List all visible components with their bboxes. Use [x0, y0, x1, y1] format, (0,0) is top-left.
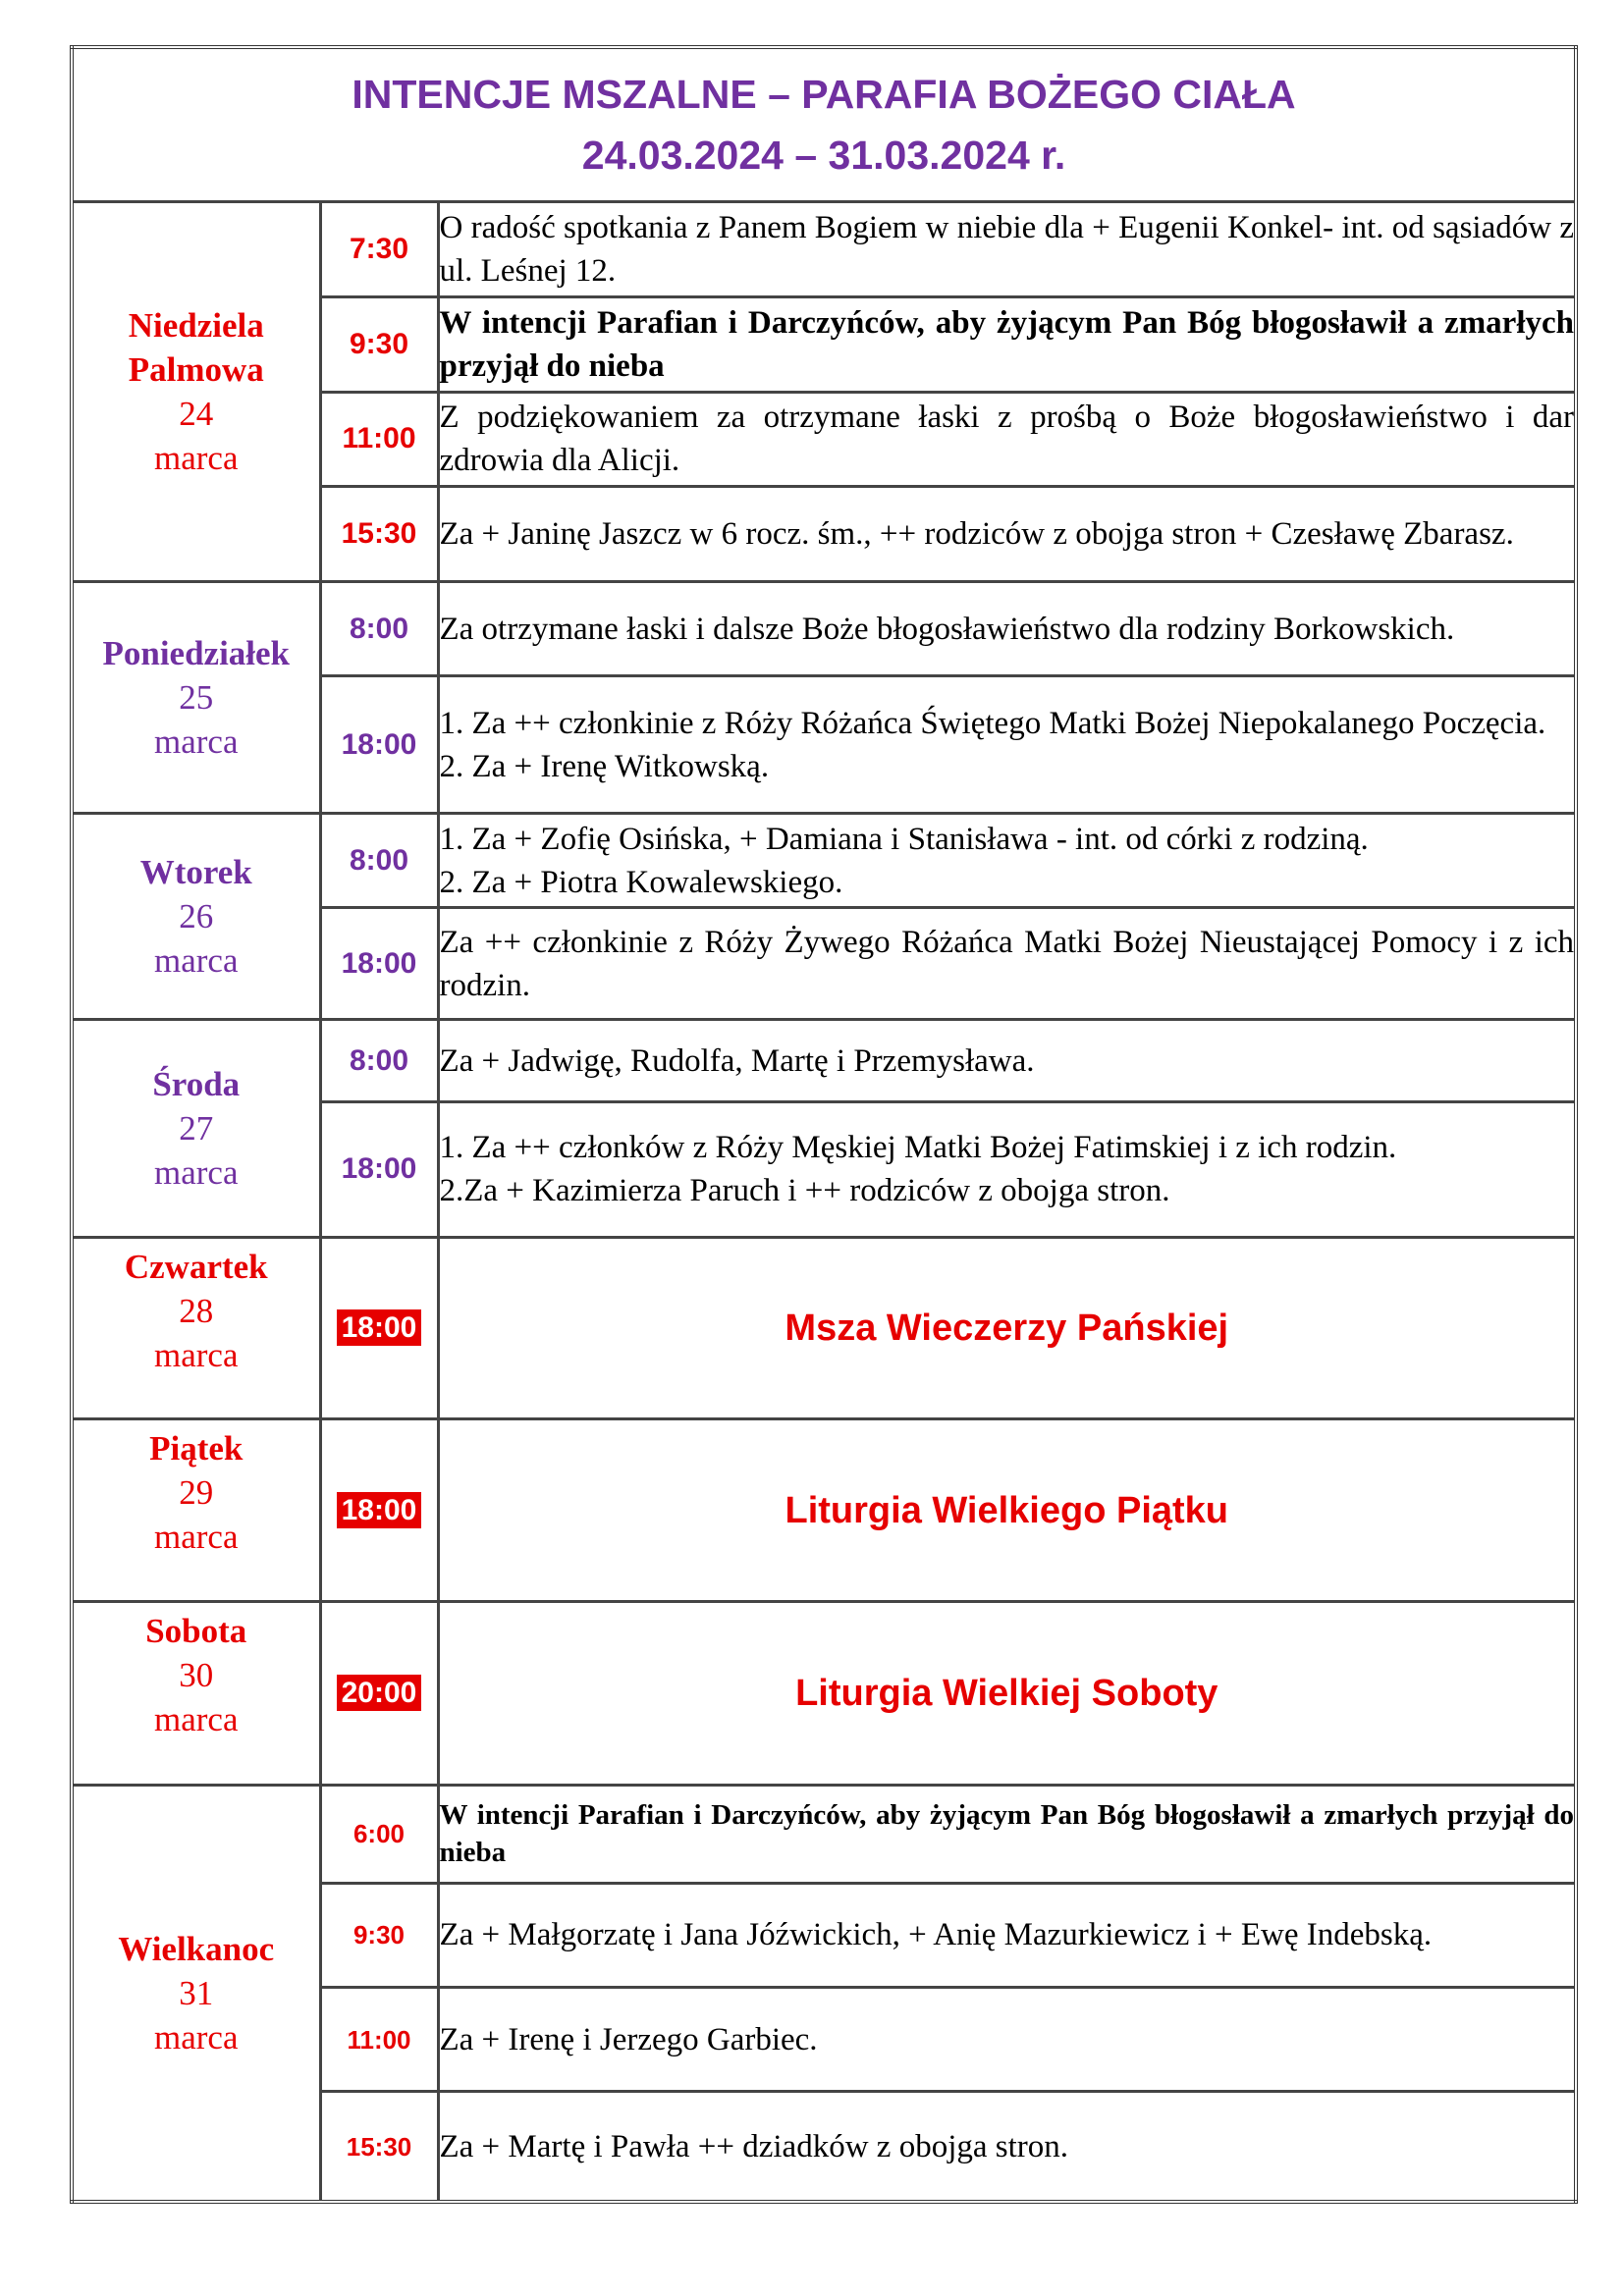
mass-time: 18:00: [341, 1152, 417, 1186]
intention-cell: [438, 814, 1576, 908]
table-row: [72, 1237, 1576, 1419]
mass-time-cell: [320, 908, 438, 1020]
day-month: marca: [154, 1335, 239, 1374]
intention-line: 1. Za ++ członkinie z Róży Różańca Świętego Matki Bożej Niepokalanego Poczęcia.: [439, 705, 1546, 741]
intention-cell: Za otrzymane łaski i dalsze Boże błogosławieństwo dla rodziny Borkowskich.: [438, 582, 1576, 676]
intention-cell: Za + Martę i Pawła ++ dziadków z obojga stron.: [438, 2092, 1576, 2202]
table-header-cell: [72, 47, 1576, 201]
intention-cell: Za ++ członkinie z Róży Żywego Różańca Matki Bożej Nieustającej Pomocy i z ich rodzin.: [438, 908, 1576, 1020]
liturgy-title: Liturgia Wielkiego Piątku: [438, 1419, 1576, 1602]
mass-time-cell: [320, 1020, 438, 1102]
mass-time-cell: [320, 1785, 438, 1883]
mass-time-cell: [320, 1988, 438, 2092]
mass-time: 20:00: [337, 1675, 422, 1711]
day-name: Niedziela Palmowa: [128, 306, 264, 390]
intention-cell: [438, 1101, 1576, 1237]
day-number: 28: [179, 1291, 214, 1330]
day-number: 30: [179, 1656, 214, 1695]
day-month: marca: [154, 1518, 239, 1557]
intention-line: 1. Za ++ członków z Róży Męskiej Matki Bożej Fatimskiej i z ich rodzin.: [439, 1130, 1397, 1166]
mass-time-cell: [320, 582, 438, 676]
document-title: INTENCJE MSZALNE – PARAFIA BOŻEGO CIAŁA: [352, 71, 1296, 117]
day-name: Piątek: [149, 1429, 244, 1468]
intention-cell: Za + Janinę Jaszcz w 6 rocz. śm., ++ rodziców z obojga stron + Czesławę Zbarasz.: [438, 487, 1576, 582]
day-month: marca: [154, 1700, 239, 1739]
day-month: marca: [154, 1153, 239, 1193]
mass-time: 9:30: [352, 1920, 406, 1950]
intention-cell: W intencji Parafian i Darczyńców, aby żyjącym Pan Bóg błogosławił a zmarłych przyjął do nieba: [438, 296, 1576, 392]
day-number: 26: [179, 897, 214, 936]
mass-time-cell: [320, 1883, 438, 1987]
mass-time-cell: [320, 392, 438, 487]
day-month: marca: [154, 439, 239, 478]
day-number: 29: [179, 1473, 214, 1513]
mass-time-cell: [320, 201, 438, 296]
intention-cell: W intencji Parafian i Darczyńców, aby żyjącym Pan Bóg błogosławił a zmarłych przyjął do nieba: [438, 1785, 1576, 1883]
day-cell-thursday: [72, 1237, 320, 1419]
table-row: [72, 1020, 1576, 1102]
mass-time-cell: [320, 2092, 438, 2202]
mass-intentions-table: [70, 45, 1578, 2204]
day-number: 25: [179, 678, 214, 718]
table-row: [72, 814, 1576, 908]
mass-time: 18:00: [337, 1492, 422, 1528]
table-row: [72, 1785, 1576, 1883]
day-name: Czwartek: [124, 1247, 268, 1286]
day-number: 24: [179, 395, 214, 434]
intention-cell: Za + Jadwigę, Rudolfa, Martę i Przemysława.: [438, 1020, 1576, 1102]
mass-time: 18:00: [337, 1309, 422, 1346]
day-cell-wednesday: [72, 1020, 320, 1237]
day-name: Wielkanoc: [118, 1929, 275, 1968]
liturgy-title: Msza Wieczerzy Pańskiej: [438, 1237, 1576, 1419]
day-cell-easter: [72, 1785, 320, 2202]
mass-time: 6:00: [352, 1819, 406, 1849]
intention-line: 2. Za + Irenę Witkowską.: [439, 748, 770, 784]
intention-line: 1. Za + Zofię Osińska, + Damiana i Stanisława - int. od córki z rodziną.: [439, 821, 1369, 857]
mass-time-cell: [320, 814, 438, 908]
day-name: Sobota: [145, 1612, 247, 1651]
day-name: Środa: [152, 1065, 241, 1104]
intention-cell: Za + Irenę i Jerzego Garbiec.: [438, 1988, 1576, 2092]
table-row: [72, 1602, 1576, 1786]
day-cell-monday: [72, 582, 320, 814]
intention-cell: O radość spotkania z Panem Bogiem w niebie dla + Eugenii Konkel- int. od sąsiadów z ul. Leśnej 12.: [438, 201, 1576, 296]
day-number: 27: [179, 1109, 214, 1148]
intention-line: 2.Za + Kazimierza Paruch i ++ rodziców z obojga stron.: [439, 1173, 1170, 1209]
day-number: 31: [179, 1973, 214, 2012]
mass-time-cell: [320, 487, 438, 582]
mass-time: 8:00: [349, 612, 409, 645]
mass-time: 9:30: [349, 327, 409, 360]
mass-time-cell: [320, 676, 438, 814]
table-row: [72, 1419, 1576, 1602]
day-cell-friday: [72, 1419, 320, 1602]
mass-time-cell: [320, 1101, 438, 1237]
mass-time: 15:30: [346, 2131, 412, 2162]
day-cell-tuesday: [72, 814, 320, 1020]
intention-line: 2. Za + Piotra Kowalewskiego.: [439, 864, 843, 900]
date-range: 24.03.2024 – 31.03.2024 r.: [581, 132, 1066, 178]
day-cell-saturday: [72, 1602, 320, 1786]
mass-time: 11:00: [342, 422, 416, 455]
mass-time: 18:00: [341, 946, 417, 980]
table-row: [72, 582, 1576, 676]
mass-time: 18:00: [341, 727, 417, 761]
liturgy-title: Liturgia Wielkiej Soboty: [438, 1602, 1576, 1786]
mass-time-cell: [320, 1419, 438, 1602]
table-row: [72, 201, 1576, 296]
intention-cell: Z podziękowaniem za otrzymane łaski z prośbą o Boże błogosławieństwo i dar zdrowia dla Alicji.: [438, 392, 1576, 487]
day-month: marca: [154, 941, 239, 981]
day-name: Wtorek: [139, 853, 252, 892]
day-month: marca: [154, 2017, 239, 2056]
intention-cell: Za + Małgorzatę i Jana Jóźwickich, + Anię Mazurkiewicz i + Ewę Indebską.: [438, 1883, 1576, 1987]
mass-time: 11:00: [347, 2024, 411, 2055]
mass-time-cell: [320, 1237, 438, 1419]
day-name: Poniedziałek: [102, 634, 291, 673]
header-row: [72, 47, 1576, 201]
mass-time: 8:00: [349, 843, 409, 877]
mass-time: 7:30: [349, 232, 409, 265]
day-cell-sunday-palm: [72, 201, 320, 582]
intention-cell: [438, 676, 1576, 814]
mass-time-cell: [320, 296, 438, 392]
mass-time: 15:30: [341, 517, 417, 551]
mass-time-cell: [320, 1602, 438, 1786]
mass-time: 8:00: [349, 1043, 409, 1077]
day-month: marca: [154, 722, 239, 762]
